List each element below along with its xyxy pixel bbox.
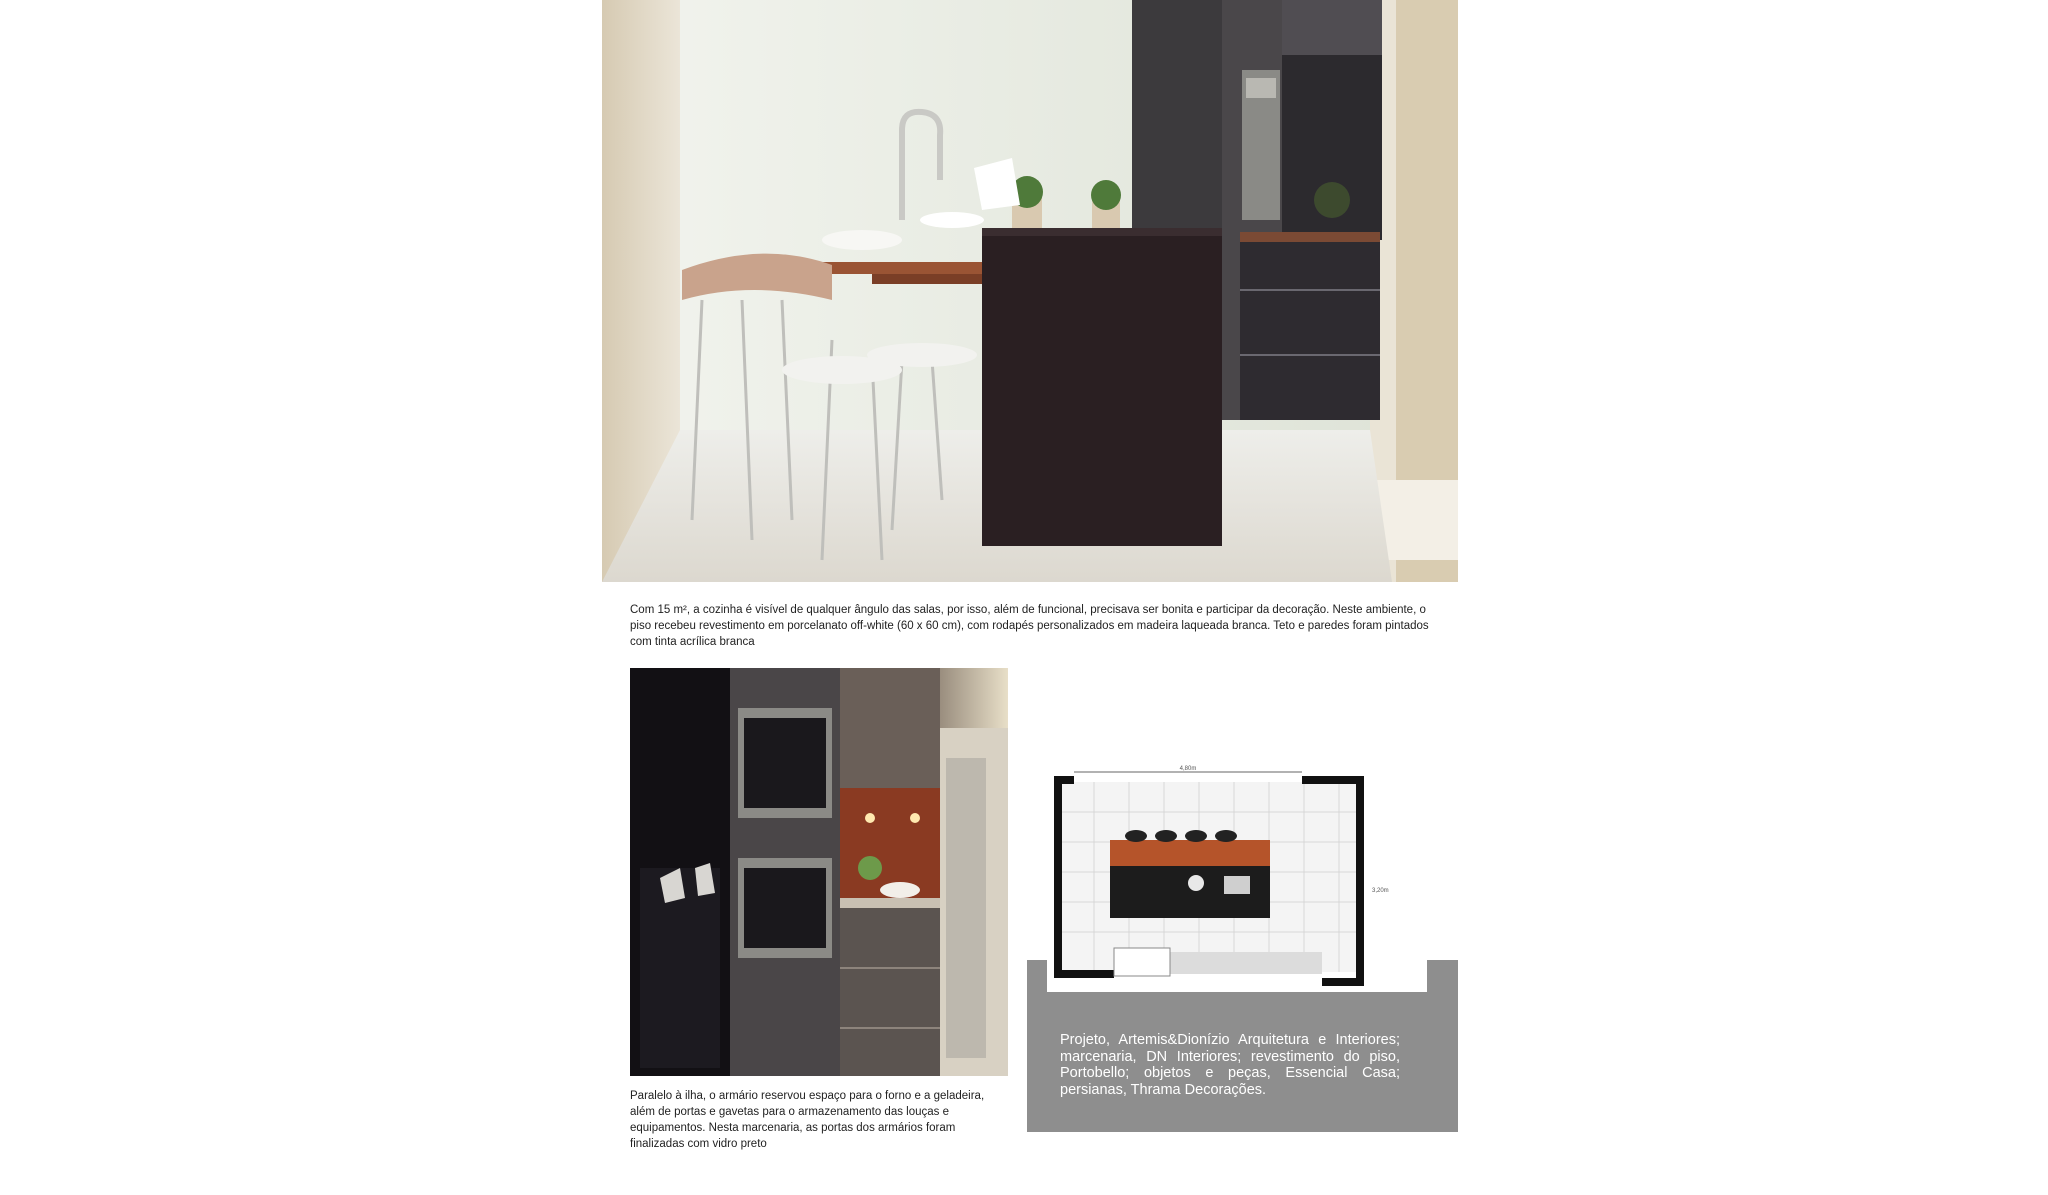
plan-depth-label: 3,20m xyxy=(1372,888,1389,894)
floor-plan-diagram xyxy=(1054,766,1389,990)
kitchen-island-photo xyxy=(602,0,1458,582)
plan-width-label: 4,80m xyxy=(1179,766,1197,772)
cabinet-wall-illustration xyxy=(630,668,1008,1076)
magazine-page xyxy=(602,0,1458,1195)
cabinet-wall-photo xyxy=(630,668,1008,1076)
main-photo-caption: Com 15 m², a cozinha é visível de qualquer ângulo das salas, por isso, além de funcional, precisava ser bonita e participar da decoração. Neste ambiente, o piso recebeu revestimento em porcelanato off-white (60 x 60 cm), com rodapés personalizados em madeira laqueada branca. Teto e paredes foram pintados com tinta acrílica branca xyxy=(630,604,1429,648)
project-credits: Projeto, Artemis&Dionízio Arquitetura e Interiores; marcenaria, DN Interiores; revestimento do piso, Portobello; objetos e peças, Essencial Casa; persianas, Thrama Decorações. xyxy=(1060,1032,1400,1098)
cabinet-photo-caption: Paralelo à ilha, o armário reservou espaço para o forno e a geladeira, além de portas e gavetas para o armazenamento das louças e equipamentos. Nesta marcenaria, as portas dos armários foram finalizadas com vidro preto xyxy=(630,1090,985,1150)
kitchen-island-illustration xyxy=(602,0,1458,582)
